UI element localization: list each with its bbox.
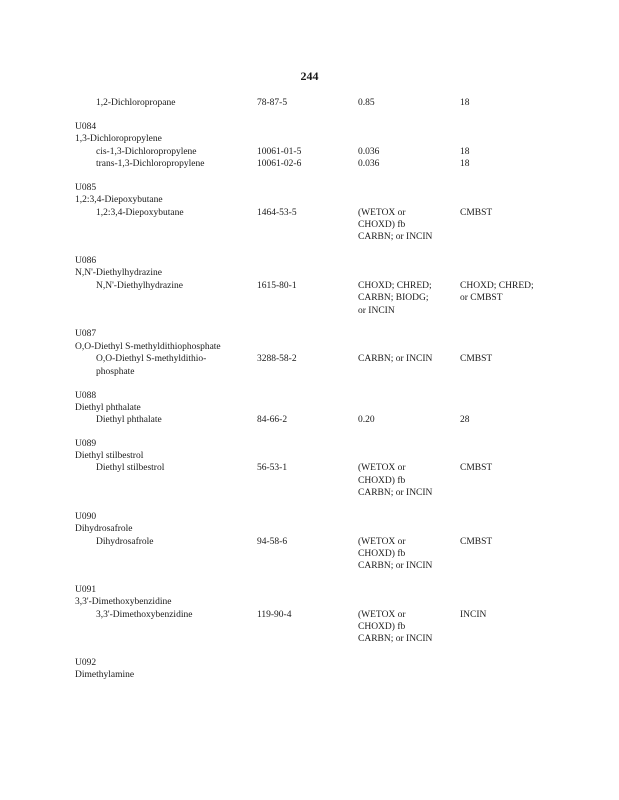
cas-number: 56-53-1 <box>257 463 288 473</box>
constituent-group-name: O,O-Diethyl S-methyldithiophosphate <box>75 342 221 352</box>
constituent-row <box>0 462 619 474</box>
constituent-row <box>0 414 619 426</box>
waste-code: U090 <box>75 512 97 522</box>
constituent-group-name: Dimethylamine <box>75 670 135 680</box>
nonwastewater-standard: CMBST <box>460 354 493 364</box>
nonwastewater-standard: CMBST <box>460 537 493 547</box>
constituent-group-name: 1,3-Dichloropropylene <box>75 134 162 144</box>
wastewater-standard: 0.85 <box>358 98 375 108</box>
standard-continuation-row <box>0 560 619 572</box>
nonwastewater-standard: 18 <box>460 98 470 108</box>
wastewater-standard: (WETOX or <box>358 610 406 620</box>
waste-code: U091 <box>75 585 97 595</box>
constituent-name: Diethyl phthalate <box>96 415 162 425</box>
cas-number: 3288-58-2 <box>257 354 297 364</box>
constituent-group-row <box>0 450 619 462</box>
wastewater-standard: (WETOX or <box>358 537 406 547</box>
constituent-group-row <box>0 669 619 681</box>
nonwastewater-standard: CMBST <box>460 208 493 218</box>
constituent-name: Dihydrosafrole <box>96 537 154 547</box>
standard-continuation-row <box>0 487 619 499</box>
constituent-name: 1,2:3,4-Diepoxybutane <box>96 208 184 218</box>
constituent-name: Diethyl stilbestrol <box>96 463 165 473</box>
nonwastewater-standard: CMBST <box>460 463 493 473</box>
cas-number: 1615-80-1 <box>257 281 297 291</box>
waste-code: U084 <box>75 122 97 132</box>
constituent-group-row <box>0 402 619 414</box>
waste-code-row <box>0 438 619 450</box>
cas-number: 10061-02-6 <box>257 159 302 169</box>
constituent-group-name: Diethyl phthalate <box>75 403 141 413</box>
wastewater-standard-continuation: CARBN; or INCIN <box>358 488 433 498</box>
waste-code: U088 <box>75 391 97 401</box>
page-number: 244 <box>300 69 319 83</box>
standard-continuation-row <box>0 219 619 231</box>
cas-number: 84-66-2 <box>257 415 288 425</box>
standard-continuation-row <box>0 621 619 633</box>
constituent-row <box>0 97 619 109</box>
standard-continuation-row <box>0 231 619 243</box>
standard-continuation-row <box>0 305 619 317</box>
constituent-name-continuation-row <box>0 366 619 378</box>
constituent-group-name: Dihydrosafrole <box>75 524 133 534</box>
cas-number: 119-90-4 <box>257 610 292 620</box>
wastewater-standard-continuation: or INCIN <box>358 306 395 316</box>
constituent-row <box>0 536 619 548</box>
waste-code: U085 <box>75 183 97 193</box>
constituent-group-row <box>0 523 619 535</box>
waste-code: U086 <box>75 256 97 266</box>
wastewater-standard-continuation: CARBN; or INCIN <box>358 634 433 644</box>
constituent-row <box>0 280 619 292</box>
constituent-group-row <box>0 341 619 353</box>
constituent-row <box>0 207 619 219</box>
waste-code-row <box>0 255 619 267</box>
constituent-row <box>0 158 619 170</box>
wastewater-standard: 0.036 <box>358 159 380 169</box>
constituent-row <box>0 353 619 365</box>
constituent-group-row <box>0 267 619 279</box>
constituent-group-name: 1,2:3,4-Diepoxybutane <box>75 195 163 205</box>
waste-code-row <box>0 584 619 596</box>
constituent-name: 1,2-Dichloropropane <box>96 98 176 108</box>
standard-continuation-row <box>0 633 619 645</box>
nonwastewater-standard: INCIN <box>460 610 487 620</box>
wastewater-standard: 0.036 <box>358 147 380 157</box>
constituent-group-name: Diethyl stilbestrol <box>75 451 144 461</box>
standard-continuation-row <box>0 292 619 304</box>
nonwastewater-standard: 18 <box>460 147 470 157</box>
constituent-group-name: N,N'-Diethylhydrazine <box>75 268 162 278</box>
standard-continuation-row <box>0 548 619 560</box>
cas-number: 1464-53-5 <box>257 208 297 218</box>
wastewater-standard-continuation: CARBN; BIODG; <box>358 293 429 303</box>
waste-code-row <box>0 657 619 669</box>
wastewater-standard-continuation: CHOXD) fb <box>358 549 406 559</box>
waste-code-row <box>0 511 619 523</box>
wastewater-standard-continuation: CHOXD) fb <box>358 220 406 230</box>
constituent-name: cis-1,3-Dichloropropylene <box>96 147 197 157</box>
nonwastewater-standard: 28 <box>460 415 470 425</box>
constituent-name: trans-1,3-Dichloropropylene <box>96 159 205 169</box>
standard-continuation-row <box>0 475 619 487</box>
constituent-name: 3,3'-Dimethoxybenzidine <box>96 610 193 620</box>
wastewater-standard: (WETOX or <box>358 463 406 473</box>
wastewater-standard: 0.20 <box>358 415 375 425</box>
constituent-group-row <box>0 596 619 608</box>
cas-number: 10061-01-5 <box>257 147 302 157</box>
constituent-name: O,O-Diethyl S-methyldithio- <box>96 354 207 364</box>
cas-number: 78-87-5 <box>257 98 288 108</box>
nonwastewater-standard: CHOXD; CHRED; <box>460 281 534 291</box>
waste-code-row <box>0 328 619 340</box>
constituent-name-continuation: phosphate <box>96 367 135 377</box>
waste-code-row <box>0 182 619 194</box>
waste-code: U089 <box>75 439 97 449</box>
constituent-name: N,N'-Diethylhydrazine <box>96 281 183 291</box>
constituent-group-row <box>0 194 619 206</box>
nonwastewater-standard-continuation: or CMBST <box>460 293 503 303</box>
constituent-group-name: 3,3'-Dimethoxybenzidine <box>75 597 172 607</box>
wastewater-standard-continuation: CHOXD) fb <box>358 622 406 632</box>
wastewater-standard-continuation: CHOXD) fb <box>358 476 406 486</box>
constituent-group-row <box>0 133 619 145</box>
wastewater-standard: CHOXD; CHRED; <box>358 281 432 291</box>
wastewater-standard: CARBN; or INCIN <box>358 354 433 364</box>
waste-code-row <box>0 121 619 133</box>
constituent-row <box>0 609 619 621</box>
waste-code: U087 <box>75 329 97 339</box>
wastewater-standard: (WETOX or <box>358 208 406 218</box>
waste-code: U092 <box>75 658 97 668</box>
constituent-row <box>0 146 619 158</box>
waste-code-row <box>0 390 619 402</box>
wastewater-standard-continuation: CARBN; or INCIN <box>358 561 433 571</box>
cas-number: 94-58-6 <box>257 537 288 547</box>
wastewater-standard-continuation: CARBN; or INCIN <box>358 232 433 242</box>
nonwastewater-standard: 18 <box>460 159 470 169</box>
